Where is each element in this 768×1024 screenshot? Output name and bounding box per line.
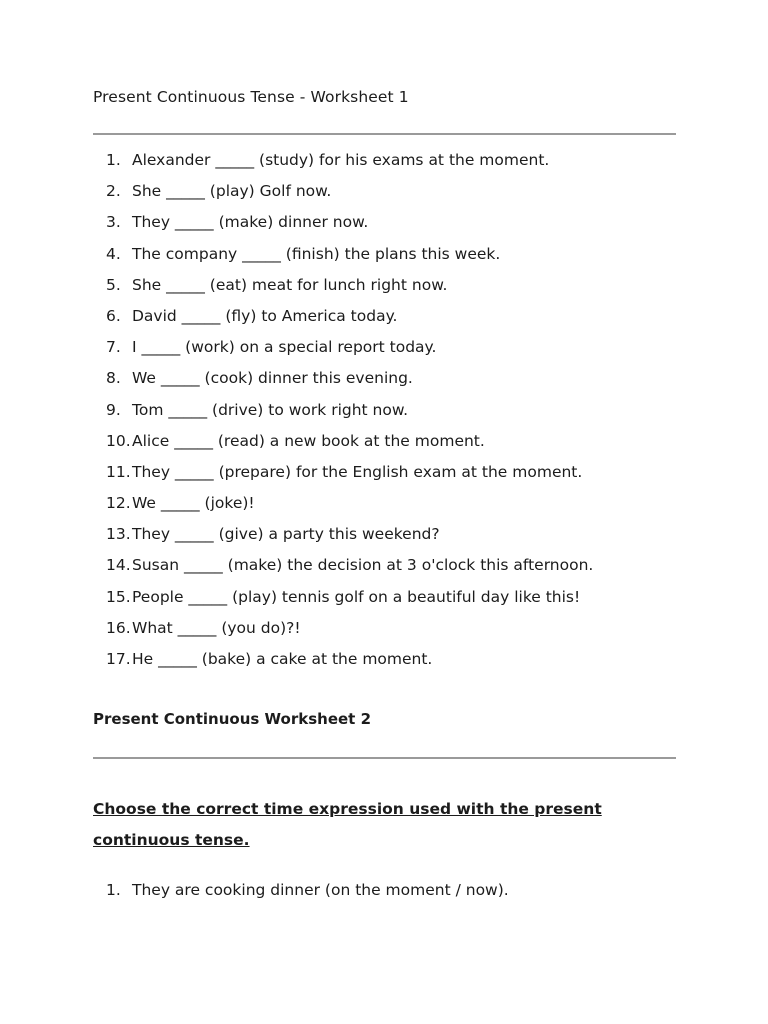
item-text: Alice _____ (read) a new book at the moment. [132, 431, 485, 450]
worksheet-2-instructions: Choose the correct time expression used with the present continuous tense. [93, 800, 602, 849]
item-text: They are cooking dinner (on the moment / now). [132, 881, 509, 899]
item-text: She _____ (play) Golf now. [132, 182, 332, 201]
item-number: 8. [106, 369, 121, 388]
item-number: 14. [106, 556, 131, 575]
item-number: 13. [106, 525, 131, 544]
item-number: 7. [106, 338, 121, 357]
horizontal-divider [93, 757, 676, 759]
item-number: 5. [106, 275, 121, 294]
item-text: They _____ (give) a party this weekend? [132, 525, 440, 544]
item-number: 10. [106, 431, 131, 450]
item-number: 12. [106, 494, 131, 513]
item-text: Susan _____ (make) the decision at 3 o'clock this afternoon. [132, 556, 594, 575]
item-text: People _____ (play) tennis golf on a beautiful day like this! [132, 587, 581, 606]
item-text: They _____ (make) dinner now. [132, 213, 369, 232]
item-number: 6. [106, 306, 121, 325]
item-number: 3. [106, 213, 121, 232]
item-number: 9. [106, 400, 121, 419]
item-number: 16. [106, 618, 131, 637]
horizontal-divider [93, 133, 676, 135]
item-text: They _____ (prepare) for the English exam at the moment. [132, 462, 583, 481]
item-text: Tom _____ (drive) to work right now. [132, 400, 409, 419]
item-number: 15. [106, 587, 131, 606]
item-number: 4. [106, 244, 121, 263]
item-number: 2. [106, 182, 121, 201]
item-text: We _____ (joke)! [132, 494, 255, 513]
item-number: 1. [106, 151, 121, 169]
item-number: 11. [106, 462, 131, 481]
worksheet-2-title: Present Continuous Worksheet 2 [93, 710, 372, 728]
item-number: 17. [106, 650, 131, 668]
item-text: What _____ (you do)?! [132, 618, 301, 637]
item-text: She _____ (eat) meat for lunch right now. [132, 275, 448, 294]
item-text: I _____ (work) on a special report today. [132, 338, 437, 357]
worksheet-1-title: Present Continuous Tense - Worksheet 1 [93, 88, 409, 106]
item-text: The company _____ (finish) the plans this week. [132, 244, 501, 263]
item-number: 1. [106, 881, 121, 899]
item-text: David _____ (fly) to America today. [132, 306, 398, 325]
item-text: He _____ (bake) a cake at the moment. [132, 650, 433, 668]
item-text: We _____ (cook) dinner this evening. [132, 369, 413, 388]
item-text: Alexander _____ (study) for his exams at the moment. [132, 151, 550, 169]
